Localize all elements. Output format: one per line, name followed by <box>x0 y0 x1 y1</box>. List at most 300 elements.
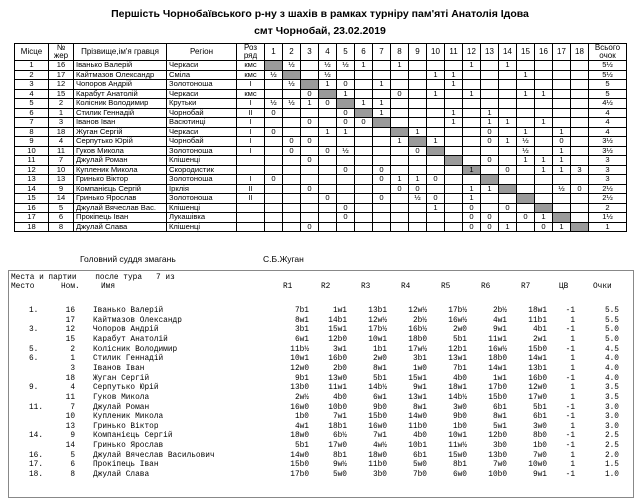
row-cb: -1 <box>565 307 575 315</box>
cell-result <box>391 70 409 80</box>
cell-rank: II <box>237 108 265 118</box>
cell-number: 14 <box>49 194 74 204</box>
row-result: 12w0 <box>528 384 547 393</box>
cell-player-name: Компанієць Сергій <box>74 184 167 194</box>
cell-result <box>571 108 589 118</box>
row-cb: 1 <box>570 393 575 402</box>
cell-result: 1 <box>499 61 517 71</box>
cell-rank: II <box>237 194 265 204</box>
cell-result <box>517 165 535 175</box>
row-result: 18b0 <box>488 355 507 364</box>
cell-result <box>427 127 445 137</box>
cell-result: 0 <box>463 222 481 232</box>
cell-result <box>571 194 589 204</box>
cell-result <box>481 80 499 90</box>
cell-place: 15 <box>15 194 49 204</box>
row-result: 16b0 <box>528 374 547 383</box>
row-result: 10w1 <box>368 335 387 344</box>
cell-result <box>499 108 517 118</box>
cell-result: 1 <box>535 213 553 223</box>
row-result: 18w1 <box>448 384 467 393</box>
cell-result: ½ <box>319 70 337 80</box>
cell-result <box>337 70 355 80</box>
row-result: 18w0 <box>368 451 387 460</box>
row-points: 1.0 <box>604 471 619 480</box>
cell-region: Скородистик <box>167 165 237 175</box>
cell-place: 17 <box>15 213 49 223</box>
cell-result <box>427 108 445 118</box>
cell-result <box>355 108 373 118</box>
cell-result <box>265 80 283 90</box>
cell-region: Васютинці <box>167 118 237 128</box>
row-number: 18 <box>65 374 75 383</box>
cell-result <box>517 175 535 185</box>
row-result: 5w0 <box>412 461 427 470</box>
report-header-line <box>9 274 633 282</box>
row-result: 10b1 <box>408 442 427 451</box>
row-place: 6. <box>29 355 39 364</box>
cell-result <box>409 89 427 99</box>
cell-result <box>535 61 553 71</box>
cell-result <box>319 175 337 185</box>
cell-result <box>427 213 445 223</box>
row-name: Купленик Микола <box>93 413 164 422</box>
cell-result <box>355 137 373 147</box>
cell-result <box>499 70 517 80</box>
cell-result: 1 <box>337 127 355 137</box>
row-name: Компанієць Сергій <box>93 432 173 441</box>
cell-result <box>265 194 283 204</box>
cell-result: 0 <box>337 118 355 128</box>
cell-result: ½ <box>409 194 427 204</box>
report-row <box>9 461 633 469</box>
cell-result: 1 <box>373 108 391 118</box>
cell-region: Золотоноша <box>167 175 237 185</box>
cell-result: 0 <box>301 222 319 232</box>
cell-rank: I <box>237 146 265 156</box>
cell-result: 1 <box>373 80 391 90</box>
row-cb: 1 <box>570 451 575 460</box>
cell-result <box>337 156 355 166</box>
row-result: 6w1 <box>294 335 309 344</box>
cell-result <box>355 165 373 175</box>
row-result: 15b0 <box>368 413 387 422</box>
cell-result <box>445 222 463 232</box>
cell-result <box>553 175 571 185</box>
cell-result: 1 <box>445 80 463 90</box>
cell-result: 0 <box>373 194 391 204</box>
cell-result <box>319 222 337 232</box>
crosstable-row <box>15 89 627 99</box>
cell-result <box>409 165 427 175</box>
cell-rank: I <box>237 127 265 137</box>
cell-result: 1 <box>499 118 517 128</box>
cell-result <box>517 194 535 204</box>
cell-rank: I <box>237 118 265 128</box>
col-name: Имя <box>101 283 116 291</box>
cell-result <box>535 127 553 137</box>
row-result: 14b½ <box>448 393 467 402</box>
cell-result <box>481 70 499 80</box>
header-round: 12 <box>463 44 481 61</box>
row-result: 2b0 <box>332 364 347 373</box>
crosstable-row <box>15 118 627 128</box>
cell-result <box>391 80 409 90</box>
cell-result: 1 <box>391 61 409 71</box>
row-place: 3. <box>29 326 39 335</box>
cell-result <box>445 184 463 194</box>
cell-result: 1 <box>319 80 337 90</box>
cell-result <box>391 222 409 232</box>
row-result: 15w0 <box>448 451 467 460</box>
row-number: 2 <box>70 345 75 354</box>
chief-judge-name: С.Б.Жуган <box>263 254 304 264</box>
cell-result <box>481 146 499 156</box>
cell-result <box>373 222 391 232</box>
row-result: 17w½ <box>408 345 427 354</box>
cell-result <box>391 108 409 118</box>
row-result: 17b½ <box>368 326 387 335</box>
header-round: 11 <box>445 44 463 61</box>
cell-region: Черкаси <box>167 61 237 71</box>
page-title: Першість Чорнобаївського р-ну з шахів в рамках турніру пам'яті Анатолія Ідова <box>111 8 529 20</box>
cell-result: ½ <box>337 146 355 156</box>
row-place: 5. <box>29 345 39 354</box>
cell-result <box>517 184 535 194</box>
cell-result: ½ <box>517 146 535 156</box>
cell-result: 1 <box>391 175 409 185</box>
row-cb: 1 <box>570 316 575 325</box>
cell-result: 1 <box>535 89 553 99</box>
row-result: 16b½ <box>408 326 427 335</box>
col-round: R7 <box>521 283 531 291</box>
report-row <box>9 423 633 431</box>
cell-result <box>445 165 463 175</box>
row-result: 1w1 <box>332 307 347 315</box>
cell-place: 4 <box>15 89 49 99</box>
cell-result <box>445 194 463 204</box>
report-row <box>9 432 633 440</box>
cell-result <box>373 213 391 223</box>
row-number: 17 <box>65 316 75 325</box>
cell-result <box>373 137 391 147</box>
cell-result <box>553 194 571 204</box>
row-points: 1.5 <box>604 461 619 470</box>
row-points: 3.0 <box>604 413 619 422</box>
cell-result <box>391 203 409 213</box>
col-round: R1 <box>283 283 293 291</box>
row-result: 8w1 <box>294 316 309 325</box>
cell-result <box>337 194 355 204</box>
cell-result <box>319 118 337 128</box>
row-result: 10b0 <box>328 403 347 412</box>
cell-result <box>301 146 319 156</box>
row-result: 2b½ <box>492 307 507 315</box>
cell-result <box>481 89 499 99</box>
row-result: 2b½ <box>412 316 427 325</box>
cell-result <box>499 146 517 156</box>
cell-result <box>445 99 463 109</box>
cell-region: Золотоноша <box>167 80 237 90</box>
row-result: 1b0 <box>294 413 309 422</box>
cell-player-name: Прокіпець Іван <box>74 213 167 223</box>
row-name: Гуков Микола <box>93 393 150 402</box>
cell-result <box>535 137 553 147</box>
header-round: 4 <box>319 44 337 61</box>
cell-result <box>571 175 589 185</box>
report-row <box>9 442 633 450</box>
row-name: Стилик Геннадій <box>93 355 164 364</box>
cell-result <box>427 80 445 90</box>
row-name: Карабут Анатолій <box>93 335 168 344</box>
cell-result: 1 <box>409 127 427 137</box>
cell-result <box>283 165 301 175</box>
cell-result <box>445 146 463 156</box>
cell-region: Крутьки <box>167 99 237 109</box>
cell-result: 1 <box>445 108 463 118</box>
header-number: № жер <box>49 44 74 61</box>
row-cb: -1 <box>565 326 575 335</box>
cell-result <box>265 203 283 213</box>
cell-result: 0 <box>463 203 481 213</box>
row-result: 8b1 <box>452 461 467 470</box>
cell-result <box>445 89 463 99</box>
header-round: 16 <box>535 44 553 61</box>
row-result: 1b0 <box>532 442 547 451</box>
cell-result <box>517 203 535 213</box>
row-points: 4.0 <box>604 355 619 364</box>
row-result: 16w½ <box>448 316 467 325</box>
row-place: 9. <box>29 384 39 393</box>
row-result: 13b0 <box>488 451 507 460</box>
row-name: Гринько Ярослав <box>93 442 164 451</box>
row-result: 14w0 <box>290 451 309 460</box>
row-result: 1b1 <box>372 345 387 354</box>
cell-result: 0 <box>391 89 409 99</box>
report-row <box>9 365 633 373</box>
cell-result <box>553 99 571 109</box>
crosstable-row <box>15 127 627 137</box>
cell-result <box>553 213 571 223</box>
cell-result: 1 <box>445 70 463 80</box>
row-result: 6b½ <box>332 432 347 441</box>
row-result: 12b0 <box>328 335 347 344</box>
cell-result <box>319 156 337 166</box>
cell-result <box>355 203 373 213</box>
cell-result <box>409 80 427 90</box>
row-cb: -1 <box>565 413 575 422</box>
cell-number: 4 <box>49 137 74 147</box>
cell-result: 1 <box>427 203 445 213</box>
crosstable-header <box>15 44 627 61</box>
cell-result <box>319 137 337 147</box>
cell-result <box>391 156 409 166</box>
cell-result <box>571 80 589 90</box>
cell-result: 0 <box>301 184 319 194</box>
cell-result <box>427 99 445 109</box>
row-result: 2w1 <box>532 335 547 344</box>
row-result: 2w0 <box>452 326 467 335</box>
cell-number: 9 <box>49 184 74 194</box>
cell-result <box>301 175 319 185</box>
cell-result: 1 <box>373 99 391 109</box>
header-round: 3 <box>301 44 319 61</box>
cell-result <box>427 222 445 232</box>
cell-result: 1 <box>463 61 481 71</box>
cell-result <box>391 213 409 223</box>
cell-place: 5 <box>15 99 49 109</box>
cell-result <box>571 70 589 80</box>
cell-result <box>481 165 499 175</box>
cell-result <box>571 213 589 223</box>
cell-result <box>499 175 517 185</box>
cell-result <box>319 203 337 213</box>
row-cb: 1 <box>570 384 575 393</box>
cell-result <box>409 61 427 71</box>
cell-player-name: Купленик Микола <box>74 165 167 175</box>
col-points: Очки <box>593 283 612 291</box>
cell-result: 0 <box>355 118 373 128</box>
cell-result <box>373 203 391 213</box>
cell-rank: кмс <box>237 70 265 80</box>
row-place: 11. <box>29 403 44 412</box>
row-number: 6 <box>70 461 75 470</box>
cell-place: 13 <box>15 175 49 185</box>
row-result: 18b1 <box>328 422 347 431</box>
cell-result <box>427 146 445 156</box>
cell-result: 0 <box>373 165 391 175</box>
row-result: 14w1 <box>528 355 547 364</box>
cell-result <box>283 156 301 166</box>
row-result: 8b1 <box>332 451 347 460</box>
row-result: 3b1 <box>412 355 427 364</box>
cell-rank: I <box>237 99 265 109</box>
crosstable-row <box>15 70 627 80</box>
cell-result <box>319 89 337 99</box>
cell-result <box>355 89 373 99</box>
cell-result <box>373 127 391 137</box>
cell-result: 0 <box>301 89 319 99</box>
row-result: 8w1 <box>412 403 427 412</box>
cell-result: 0 <box>337 165 355 175</box>
cell-rank: I <box>237 80 265 90</box>
row-result: 13b1 <box>368 307 387 315</box>
cell-result: 0 <box>319 146 337 156</box>
cell-result <box>319 165 337 175</box>
cell-result <box>571 99 589 109</box>
cell-result: 0 <box>571 184 589 194</box>
row-result: 5w1 <box>492 422 507 431</box>
row-result: 10b0 <box>488 471 507 480</box>
cell-result <box>427 118 445 128</box>
cell-result: 0 <box>319 194 337 204</box>
header-total: Всього очок <box>589 44 627 61</box>
cell-result <box>409 70 427 80</box>
cell-result <box>301 70 319 80</box>
row-number: 15 <box>65 335 75 344</box>
cell-total: 3½ <box>589 146 627 156</box>
header-round: 7 <box>373 44 391 61</box>
row-number: 5 <box>70 451 75 460</box>
cell-result: 1 <box>355 99 373 109</box>
cell-result: 1 <box>481 184 499 194</box>
row-cb: -1 <box>565 403 575 412</box>
cell-result <box>355 194 373 204</box>
cell-rank: кмс <box>237 89 265 99</box>
row-result: 4w1 <box>294 422 309 431</box>
cell-result <box>355 213 373 223</box>
cell-result <box>535 194 553 204</box>
cell-result: 0 <box>463 213 481 223</box>
row-number: 13 <box>65 422 75 431</box>
row-points: 5.5 <box>604 316 619 325</box>
header-round: 17 <box>553 44 571 61</box>
cell-result <box>427 156 445 166</box>
row-number: 10 <box>65 413 75 422</box>
row-result: 15b0 <box>488 393 507 402</box>
cell-result: 1 <box>463 194 481 204</box>
cell-result: 1 <box>535 118 553 128</box>
row-cb: 1 <box>570 461 575 470</box>
cell-result <box>283 127 301 137</box>
crosstable-row <box>15 165 627 175</box>
cell-result <box>373 61 391 71</box>
row-result: 6b1 <box>532 413 547 422</box>
cell-place: 12 <box>15 165 49 175</box>
cell-result <box>283 118 301 128</box>
row-cb: -1 <box>565 442 575 451</box>
cell-result <box>481 175 499 185</box>
cell-result <box>463 146 481 156</box>
row-number: 8 <box>70 471 75 480</box>
cell-result: 0 <box>427 194 445 204</box>
cell-result: 0 <box>337 203 355 213</box>
cell-result: 0 <box>481 222 499 232</box>
row-result: 9b0 <box>372 403 387 412</box>
row-number: 14 <box>65 442 75 451</box>
cell-result: 0 <box>301 156 319 166</box>
chief-judge-label: Головний суддя змагань <box>80 254 176 264</box>
cell-result <box>337 99 355 109</box>
cell-region: Золотоноша <box>167 194 237 204</box>
cell-result: 0 <box>265 108 283 118</box>
row-result: 9b0 <box>452 413 467 422</box>
row-points: 3.5 <box>604 384 619 393</box>
cell-result <box>481 194 499 204</box>
row-cb: 1 <box>570 364 575 373</box>
cell-result <box>499 156 517 166</box>
cell-region: Черкаси <box>167 89 237 99</box>
cell-total: 4 <box>589 127 627 137</box>
row-result: 7w1 <box>332 413 347 422</box>
crosstable-row <box>15 146 627 156</box>
cell-result <box>265 137 283 147</box>
cell-result <box>373 184 391 194</box>
col-round: R2 <box>321 283 331 291</box>
row-result: 13w1 <box>448 355 467 364</box>
cell-result <box>445 213 463 223</box>
cell-result: ½ <box>283 61 301 71</box>
cell-total: 5½ <box>589 61 627 71</box>
row-result: 12w½ <box>408 307 427 315</box>
cell-result <box>553 203 571 213</box>
cell-result: 1 <box>427 89 445 99</box>
cell-result <box>499 194 517 204</box>
cell-result: 0 <box>481 127 499 137</box>
cell-result <box>427 165 445 175</box>
cell-result: 1 <box>517 127 535 137</box>
cell-result: 0 <box>265 127 283 137</box>
